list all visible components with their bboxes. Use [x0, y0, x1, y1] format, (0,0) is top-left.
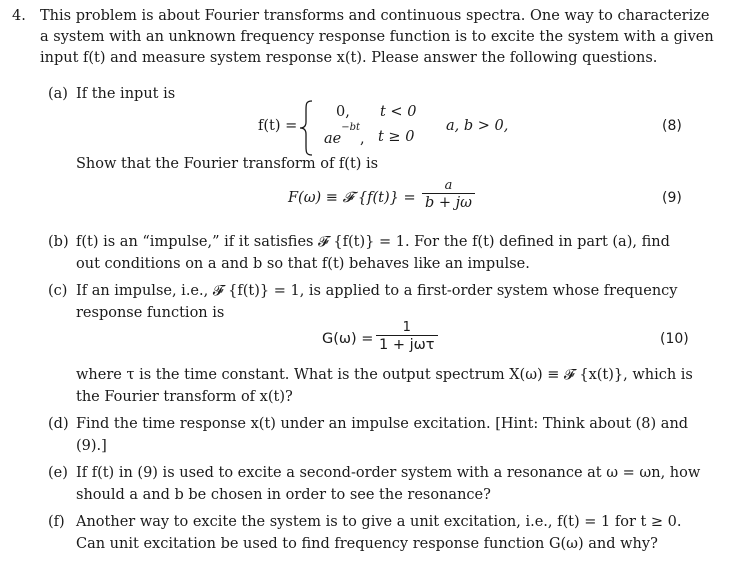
- eq8-number: (8): [662, 118, 682, 134]
- part-b-line-2: out conditions on a and b so that f(t) behaves like an impulse.: [76, 256, 530, 272]
- part-b-line-1: f(t) is an “impulse,” if it satisfies 𝓕 {f(t)} = 1. For the f(t) defined in part (a), find: [76, 234, 670, 250]
- eq8-case2-base: ae: [324, 130, 342, 147]
- eq10-lhs: G(ω) =: [322, 331, 374, 347]
- intro-line-2: a system with an unknown frequency response function is to excite the system with a given: [40, 29, 714, 45]
- part-d-line-2: (9).]: [76, 438, 107, 454]
- part-e-label: (e): [48, 465, 68, 481]
- intro-line-1: This problem is about Fourier transforms and continuous spectra. One way to characterize: [40, 8, 710, 24]
- part-d-label: (d): [48, 416, 69, 432]
- intro-line-3: input f(t) and measure system response x(t). Please answer the following questions.: [40, 50, 658, 66]
- eq8-case2-comma: ,: [360, 130, 365, 147]
- part-c-after-line-2: the Fourier transform of x(t)?: [76, 389, 293, 405]
- eq9-number: (9): [662, 190, 682, 206]
- eq8-case2-exponent: −bt: [341, 122, 361, 133]
- part-c-line-1: If an impulse, i.e., 𝓕 {f(t)} = 1, is applied to a first-order system whose frequency: [76, 283, 678, 299]
- eq9-fraction: [422, 178, 475, 211]
- part-f-line-2: Can unit excitation be used to find frequency response function G(ω) and why?: [76, 536, 658, 552]
- part-e-line-1: If f(t) in (9) is used to excite a second-order system with a resonance at ω = ωn, how: [76, 465, 701, 481]
- eq9-lhs: F(ω) ≡ 𝓕 {f(t)} =: [288, 190, 416, 206]
- part-c-label: (c): [48, 283, 68, 299]
- eq8-case2-value: [324, 122, 365, 147]
- eq8-case2-cond: t ≥ 0: [378, 129, 415, 145]
- part-f-line-1: Another way to excite the system is to give a unit excitation, i.e., f(t) = 1 for t ≥ 0.: [76, 514, 682, 530]
- part-c-after-line-1: where τ is the time constant. What is the output spectrum X(ω) ≡ 𝓕 {x(t)}, which is: [76, 367, 693, 383]
- eq10-fraction: [376, 320, 438, 353]
- part-d-line-1: Find the time response x(t) under an impulse excitation. [Hint: Think about (8) and: [76, 416, 689, 432]
- part-f-label: (f): [48, 514, 65, 530]
- eq8-case1-cond: t < 0: [380, 104, 417, 120]
- eq8-side-condition: a, b > 0,: [446, 118, 509, 134]
- eq8-case1-value: 0,: [336, 104, 350, 120]
- eq9-numerator: a: [444, 178, 453, 193]
- eq10-numerator: 1: [402, 320, 411, 335]
- eq8-brace: [296, 98, 318, 158]
- eq8-lhs: f(t) =: [258, 118, 298, 134]
- part-c-line-2: response function is: [76, 305, 225, 321]
- part-a-text: If the input is: [76, 86, 176, 102]
- part-a-show-text: Show that the Fourier transform of f(t) is: [76, 156, 379, 172]
- problem-number: 4.: [12, 8, 26, 24]
- eq10-number: (10): [660, 331, 689, 347]
- part-e-line-2: should a and b be chosen in order to see the resonance?: [76, 487, 491, 503]
- eq9-denominator: b + jω: [422, 193, 475, 211]
- eq10-denominator: 1 + jωτ: [376, 335, 438, 353]
- part-a-label: (a): [48, 86, 68, 102]
- part-b-label: (b): [48, 234, 69, 250]
